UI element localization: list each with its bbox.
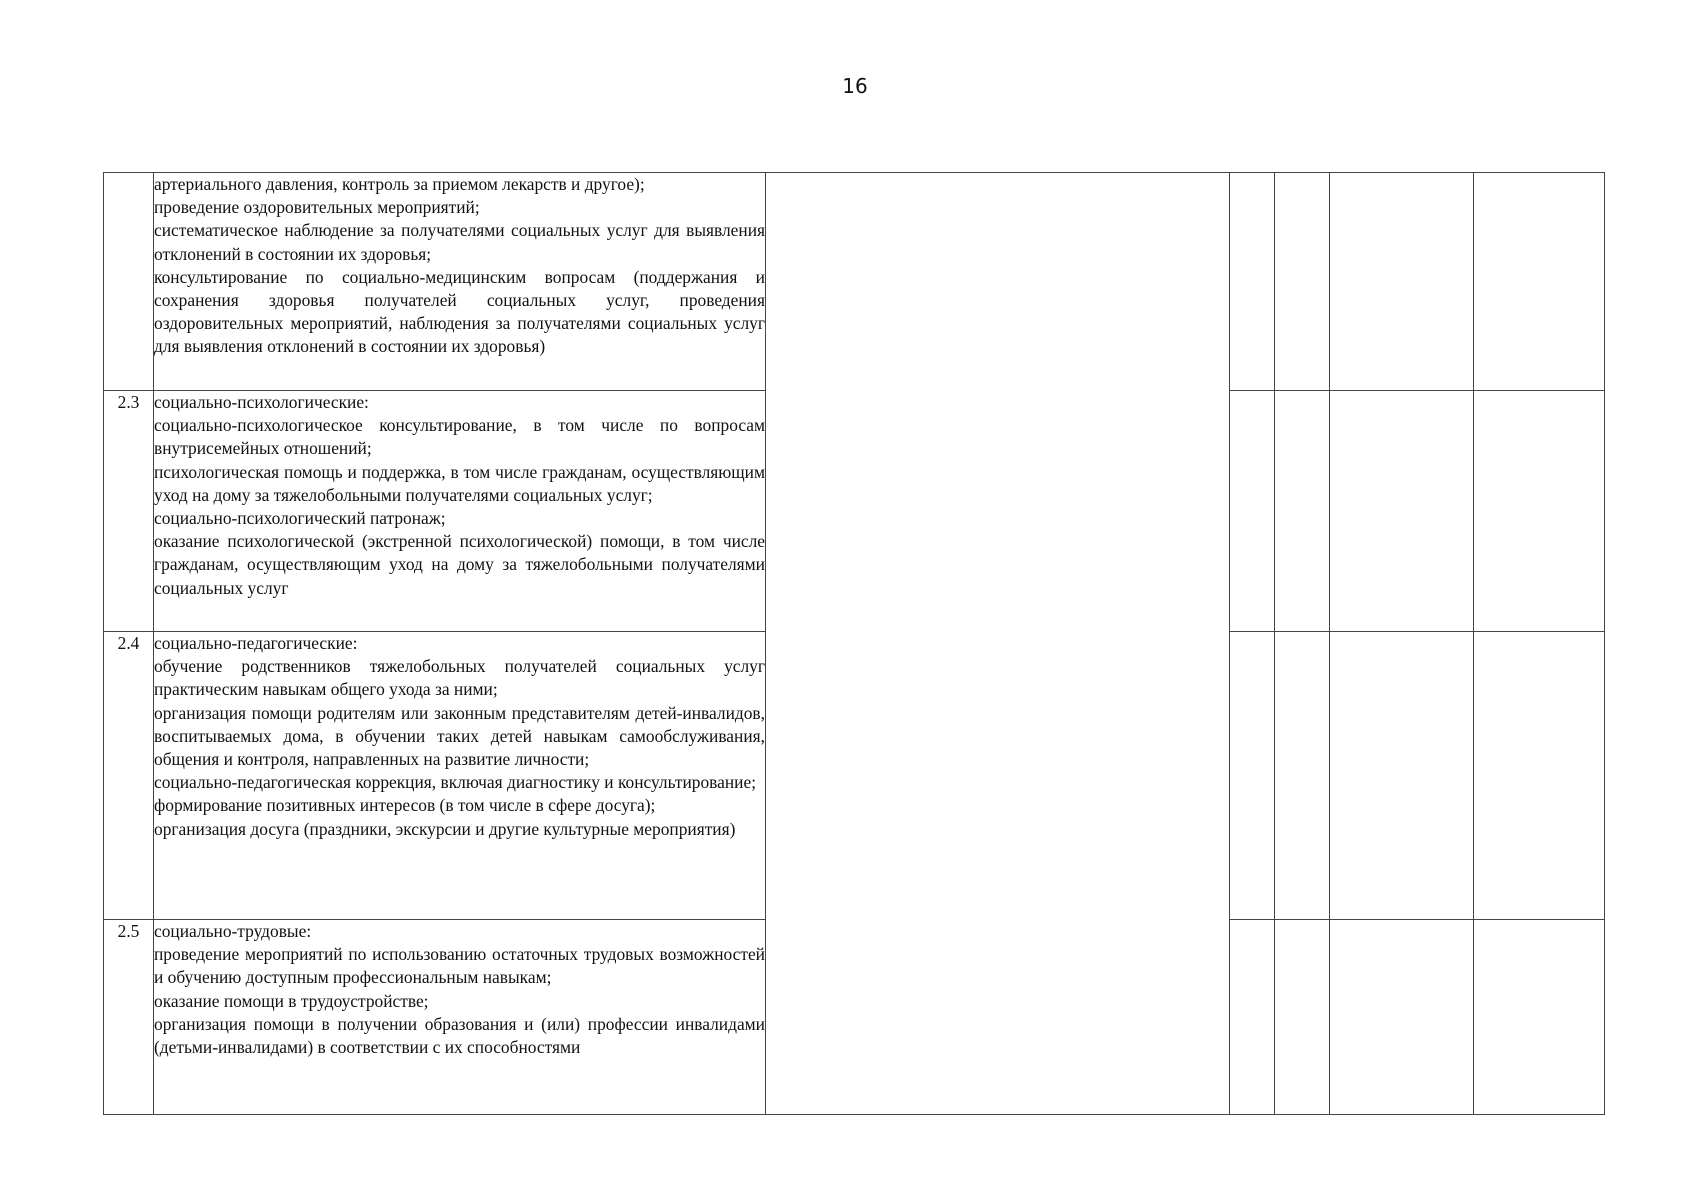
service-item: консультирование по социально-медицинским вопросам (поддержания и сохранения здоровья получателей социальных услуг, проведения оздоровительных мероприятий, наблюдения за получателями социальных услуг для выявления отклонений в состоянии их здоровья): [154, 266, 765, 357]
empty-cell: [1230, 632, 1275, 920]
empty-cell: [1275, 920, 1330, 1115]
table-row: [104, 173, 1605, 391]
service-item: организация помощи родителям или законным представителям детей-инвалидов, воспитываемых дома, в обучении таких детей навыкам самообслуживания, общения и контроля, направленных на развитие личности;: [154, 702, 765, 770]
service-item: психологическая помощь и поддержка, в том числе гражданам, осуществляющим уход на дому за тяжелобольными получателями социальных услуг;: [154, 461, 765, 505]
empty-cell: [1230, 920, 1275, 1115]
merged-empty-cell: [766, 173, 1230, 1115]
service-item: социально-психологический патронаж;: [154, 508, 446, 529]
service-description: [154, 632, 766, 920]
service-item: оказание психологической (экстренной психологической) помощи, в том числе гражданам, осуществляющим уход на дому за тяжелобольными получателями социальных услуг: [154, 531, 765, 598]
service-item: артериального давления, контроль за приемом лекарств и другое);: [154, 174, 645, 194]
row-number: 2.5: [104, 920, 154, 1115]
services-table: [103, 172, 1605, 1115]
page-number: 16: [842, 74, 868, 98]
service-item: социально-педагогическая коррекция, включая диагностику и консультирование;: [154, 772, 757, 793]
service-category: социально-трудовые:: [154, 921, 312, 941]
service-item: организация досуга (праздники, экскурсии и другие культурные мероприятия): [154, 818, 736, 839]
empty-cell: [1330, 632, 1474, 920]
empty-cell: [1330, 920, 1474, 1115]
service-description: [154, 920, 766, 1115]
row-number: 2.3: [104, 391, 154, 632]
empty-cell: [1275, 391, 1330, 632]
service-item: организация помощи в получении образования и (или) профессии инвалидами (детьми-инвалидами) в соответствии с их способностями: [154, 1013, 765, 1058]
service-item: проведение мероприятий по использованию остаточных трудовых возможностей и обучению доступным профессиональным навыкам;: [154, 944, 765, 988]
service-item: систематическое наблюдение за получателями социальных услуг для выявления отклонений в состоянии их здоровья;: [154, 220, 765, 264]
service-category: социально-психологические:: [154, 392, 369, 412]
empty-cell: [1474, 632, 1605, 920]
service-item: обучение родственников тяжелобольных получателей социальных услуг практическим навыкам общего ухода за ними;: [154, 656, 765, 700]
empty-cell: [1275, 632, 1330, 920]
row-number: 2.4: [104, 632, 154, 920]
service-item: социально-психологическое консультирование, в том числе по вопросам внутрисемейных отношений;: [154, 415, 765, 459]
empty-cell: [1474, 920, 1605, 1115]
row-number: [104, 173, 154, 391]
service-item: формирование позитивных интересов (в том числе в сфере досуга);: [154, 795, 656, 816]
empty-cell: [1330, 173, 1474, 391]
service-description: [154, 391, 766, 632]
service-item: оказание помощи в трудоустройстве;: [154, 990, 429, 1011]
empty-cell: [1474, 391, 1605, 632]
service-category: социально-педагогические:: [154, 633, 358, 653]
empty-cell: [1230, 391, 1275, 632]
empty-cell: [1275, 173, 1330, 391]
empty-cell: [1474, 173, 1605, 391]
service-item: проведение оздоровительных мероприятий;: [154, 197, 480, 218]
empty-cell: [1330, 391, 1474, 632]
service-description: [154, 173, 766, 391]
empty-cell: [1230, 173, 1275, 391]
